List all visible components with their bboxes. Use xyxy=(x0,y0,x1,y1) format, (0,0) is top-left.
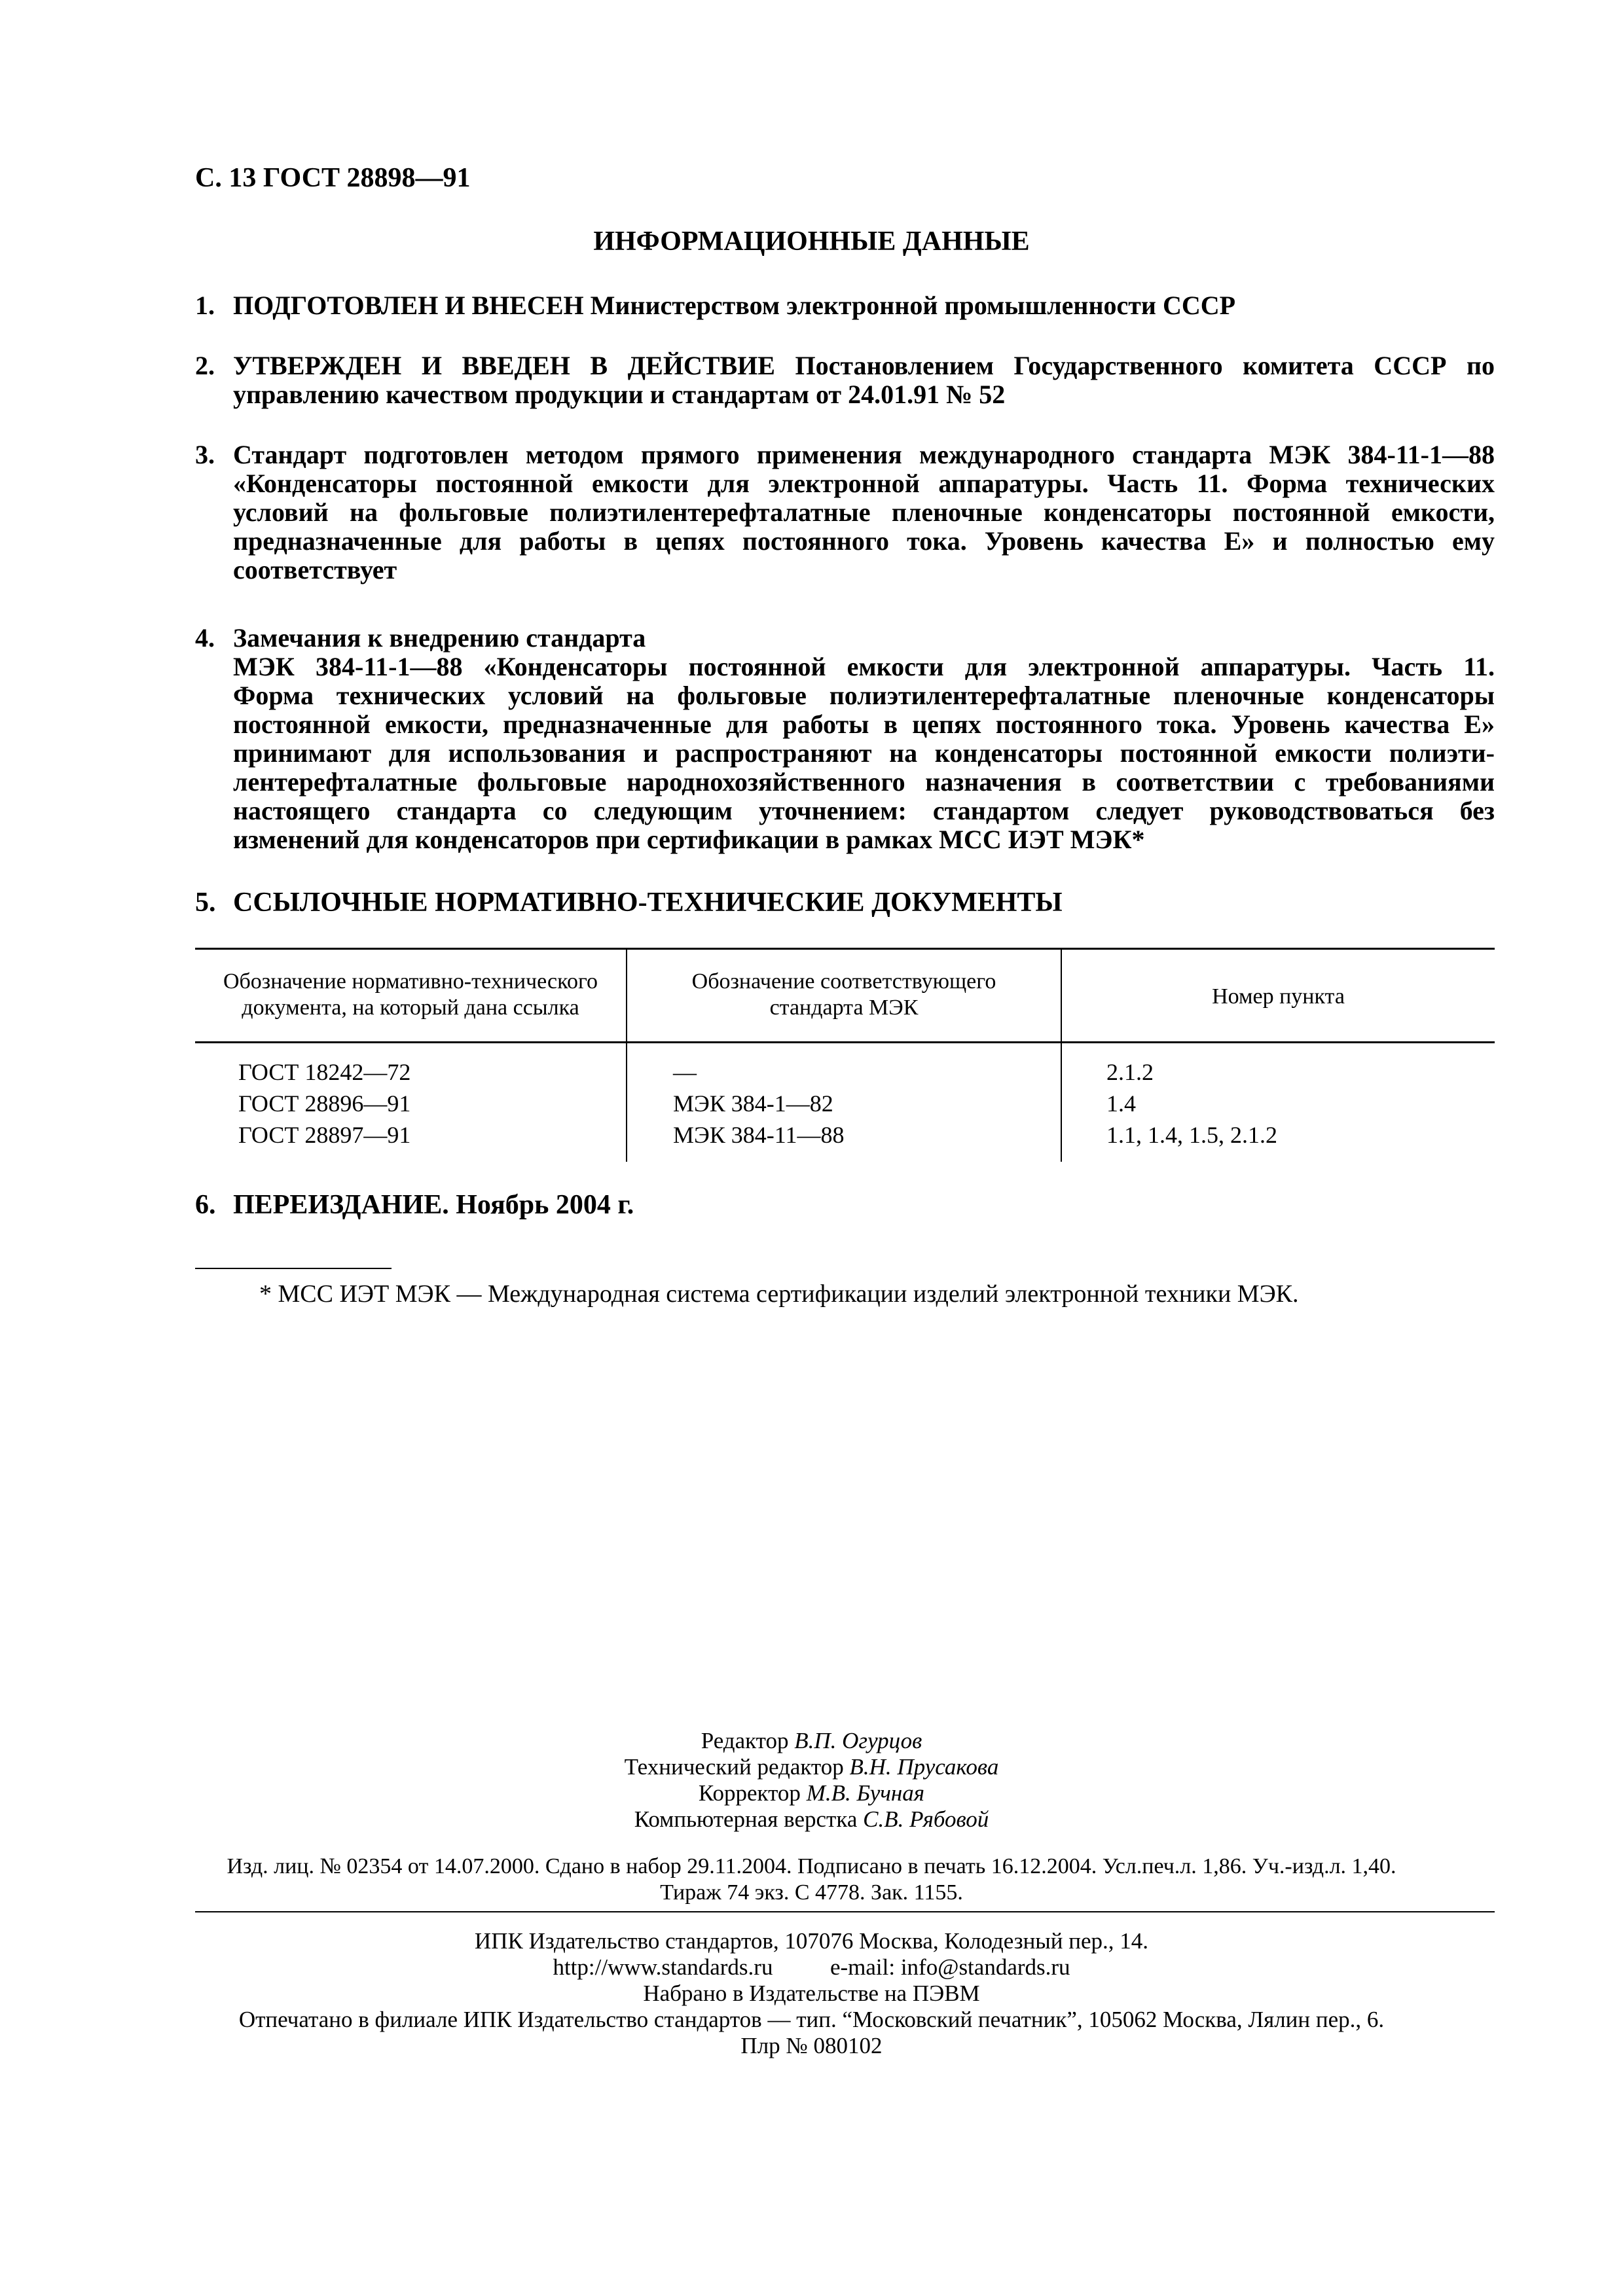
header-line: Обозначение нормативно-технического xyxy=(223,969,598,994)
item-line: лентерефталатные фольговые народнохозяйственного назначения в соответствии с требованиями xyxy=(233,767,1495,797)
credit-name: В.П. Огурцов xyxy=(794,1728,922,1753)
table-header-cell xyxy=(195,969,626,1021)
table-cell: 2.1.2 xyxy=(1106,1059,1154,1085)
item-line: изменений для конденсаторов при сертификации в рамках МСС ИЭТ МЭК* xyxy=(233,825,1145,854)
table-header-rule xyxy=(195,1041,1495,1043)
header-line: Обозначение соответствующего xyxy=(691,969,996,994)
table-cell: МЭК 384-1—82 xyxy=(673,1090,833,1117)
item-line: управлению качеством продукции и стандартам от 24.01.91 № 52 xyxy=(233,380,1006,409)
header-line: стандарта МЭК xyxy=(769,996,919,1020)
table-cell: ГОСТ 28897—91 xyxy=(238,1122,411,1148)
table-header-cell xyxy=(1062,984,1495,1010)
item-number: 2. xyxy=(195,351,215,380)
imprint-line: Тираж 74 экз. С 4778. Зак. 1155. xyxy=(660,1880,963,1905)
footnote-separator xyxy=(195,1268,392,1269)
section-5-heading xyxy=(195,887,1063,918)
credit-role: Редактор xyxy=(701,1728,789,1753)
section-title: ПЕРЕИЗДАНИЕ. Ноябрь 2004 г. xyxy=(233,1190,634,1220)
item-line: Стандарт подготовлен методом прямого применения международного стандарта МЭК 384-11-1—88 xyxy=(233,440,1495,469)
credit-role: Технический редактор xyxy=(624,1754,844,1780)
publisher-line: http://www.standards.ru e-mail: info@standards.ru xyxy=(553,1954,1070,1980)
table-cell: — xyxy=(673,1059,697,1085)
item-number: 1. xyxy=(195,291,215,320)
item-text xyxy=(233,351,1495,409)
item-number: 3. xyxy=(195,440,215,469)
credit-editor xyxy=(0,1728,1623,1754)
credit-role: Компьютерная верстка xyxy=(634,1806,858,1832)
info-item-1 xyxy=(195,291,1495,320)
table-cell: МЭК 384-11—88 xyxy=(673,1122,845,1148)
document-title: ИНФОРМАЦИОННЫЕ ДАННЫЕ xyxy=(593,226,1030,257)
table-cell: ГОСТ 18242—72 xyxy=(238,1059,411,1085)
section-title: ССЫЛОЧНЫЕ НОРМАТИВНО-ТЕХНИЧЕСКИЕ ДОКУМЕНТЫ xyxy=(233,888,1063,918)
table-col-divider xyxy=(1061,948,1062,1162)
item-line: Замечания к внедрению стандарта xyxy=(233,623,646,653)
item-text xyxy=(233,624,1495,854)
credit-name: В.Н. Прусакова xyxy=(849,1754,999,1780)
credit-proofreader xyxy=(0,1780,1623,1806)
table-cell: ГОСТ 28896—91 xyxy=(238,1090,411,1117)
publisher-line: ИПК Издательство стандартов, 107076 Москва, Колодезный пер., 14. xyxy=(474,1928,1149,1954)
item-number: 4. xyxy=(195,623,215,653)
info-item-2 xyxy=(195,351,1495,409)
section-number: 5. xyxy=(195,888,216,918)
table-header-cell xyxy=(627,969,1061,1021)
table-top-rule xyxy=(195,948,1495,950)
credit-layout xyxy=(0,1806,1623,1833)
item-line: предназначенные для работы в цепях постоянного тока. Уровень качества Е» и полностью ему xyxy=(233,526,1495,556)
publisher-line: Плр № 080102 xyxy=(740,2033,883,2058)
publisher-line: Набрано в Издательстве на ПЭВМ xyxy=(643,1981,980,2006)
item-line: Форма технических условий на фольговые полиэтилентерефталатные пленочные конденсаторы xyxy=(233,681,1495,710)
imprint-rule xyxy=(195,1911,1495,1912)
table-cell: 1.1, 1.4, 1.5, 2.1.2 xyxy=(1106,1122,1277,1148)
publisher-line: Отпечатано в филиале ИПК Издательство стандартов — тип. “Московский печатник”, 105062 Москва, Лялин пер., 6. xyxy=(238,2007,1385,2032)
credit-name: М.В. Бучная xyxy=(806,1780,925,1806)
credit-role: Корректор xyxy=(698,1780,801,1806)
footnote: * МСС ИЭТ МЭК — Международная система сертификации изделий электронной техники МЭК. xyxy=(259,1280,1299,1308)
item-line: МЭК 384-11-1—88 «Конденсаторы постоянной емкости для электронной аппаратуры. Часть 11. xyxy=(233,652,1495,681)
credit-name: С.В. Рябовой xyxy=(863,1806,989,1832)
item-line: ПОДГОТОВЛЕН И ВНЕСЕН Министерством электронной промышленности СССР xyxy=(233,291,1236,320)
item-line: принимают для использования и распространяют на конденсаторы постоянной емкости полиэти- xyxy=(233,738,1495,768)
section-6-heading xyxy=(195,1189,634,1221)
header-line: документа, на который дана ссылка xyxy=(242,996,579,1020)
header-line: Номер пункта xyxy=(1212,984,1345,1009)
item-line: условий на фольговые полиэтилентерефталатные пленочные конденсаторы постоянной емкости, xyxy=(233,497,1495,527)
item-text xyxy=(233,440,1495,584)
table-cell: 1.4 xyxy=(1106,1090,1136,1117)
info-item-4 xyxy=(195,624,1495,854)
item-text xyxy=(233,291,1495,320)
item-line: соответствует xyxy=(233,555,397,584)
imprint-line: Изд. лиц. № 02354 от 14.07.2000. Сдано в набор 29.11.2004. Подписано в печать 16.12.2004. Усл.печ.л. 1,86. Уч.-изд.л. 1,40. xyxy=(227,1854,1396,1878)
item-line: постоянной емкости, предназначенные для работы в цепях постоянного тока. Уровень качества Е» xyxy=(233,709,1495,739)
item-line: «Конденсаторы постоянной емкости для электронной аппаратуры. Часть 11. Форма технических xyxy=(233,469,1495,498)
credit-tech-editor xyxy=(0,1754,1623,1780)
info-item-3 xyxy=(195,440,1495,584)
page-header: С. 13 ГОСТ 28898—91 xyxy=(195,163,471,193)
item-line: УТВЕРЖДЕН И ВВЕДЕН В ДЕЙСТВИЕ Постановлением Государственного комитета СССР по xyxy=(233,351,1495,380)
item-line: настоящего стандарта со следующим уточнением: стандартом следует руководствоваться без xyxy=(233,796,1495,825)
section-number: 6. xyxy=(195,1190,216,1220)
